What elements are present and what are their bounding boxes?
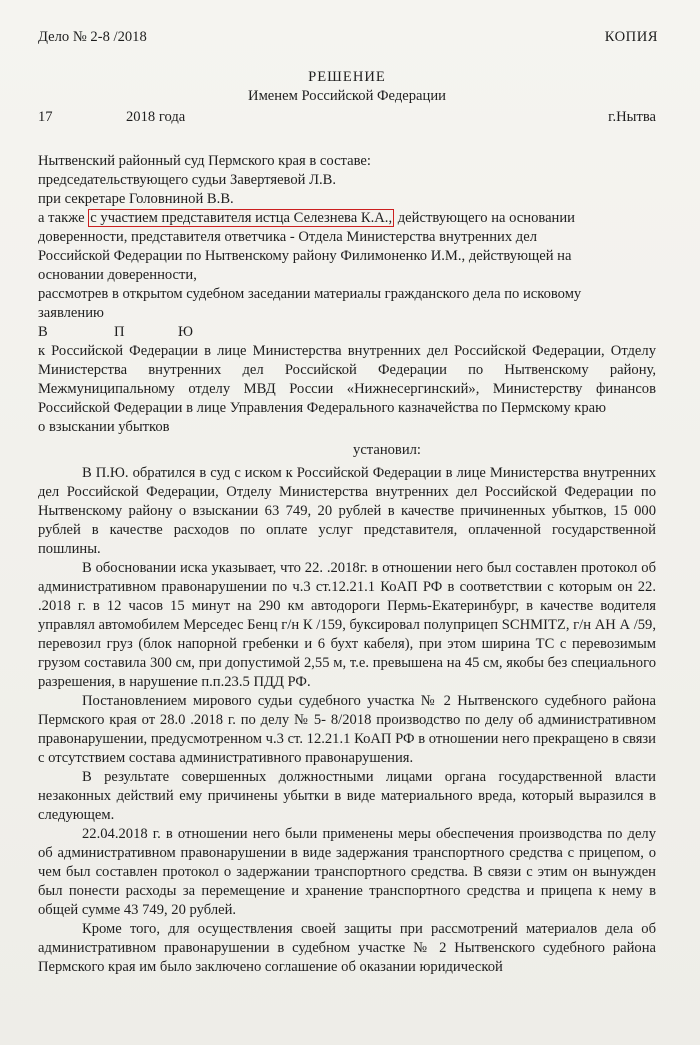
case-number: Дело № 2-8 /2018 [38, 29, 147, 45]
highlighted-representative: с участием представителя истца Селезнева К.А., [90, 210, 393, 226]
plaintiff-initials [38, 323, 656, 342]
initial-p: П [114, 324, 125, 340]
court-line-7: основании доверенности, [38, 267, 197, 283]
court-composition [38, 152, 656, 323]
city: г.Нытва [608, 109, 656, 125]
paragraph-6: Кроме того, для осуществления своей защиты при рассмотрений материалов дела об административном правонарушении в судебном участке № 2 Нытвенского судебного района Пермского края им было заключено соглашение об оказании юридической [38, 921, 656, 975]
established-heading: установил: [353, 442, 421, 458]
court-line-8: рассмотрев в открытом судебном заседании материалы гражданского дела по исковому [38, 286, 582, 302]
paragraph-4: В результате совершенных должностными лицами органа государственной власти незаконных действий ему причинены убытки в виде материального вреда, который выразился в следующем. [38, 769, 656, 823]
claim-defendants: к Российской Федерации в лице Министерства внутренних дел Российской Федерации, Отделу Министерства внутренних дел Российской Федерации по Нытвенскому району, Межмуниципальному отделу МВД России «Нижнесергинский», Министерству финансов Российской Федерации в лице Управления Федерального казначейства по Пермскому краю [38, 343, 656, 416]
claim-subject: о взыскании убытков [38, 419, 170, 435]
date-line [38, 108, 656, 130]
paragraph-5: 22.04.2018 г. в отношении него были применены меры обеспечения производства по делу об административном правонарушении в виде задержания транспортного средства с прицепом, о чем был составлен протокол о задержании транспортного средства. В связи с этим он вынужден был понести расходы за перемещение и хранение транспортного средства и прицепа к нему в общей сумме 43 749, 20 рублей. [38, 826, 656, 918]
document-subtitle: Именем Российской Федерации [248, 88, 446, 104]
court-line-1: Нытвенский районный суд Пермского края в составе: [38, 153, 371, 169]
copy-mark: КОПИЯ [604, 29, 658, 45]
document-title: РЕШЕНИЕ [308, 69, 386, 85]
court-line-4-pre: а также [38, 210, 89, 226]
date-year: 2018 года [126, 109, 186, 125]
court-line-5: доверенности, представителя ответчика - Отдела Министерства внутренних дел [38, 229, 537, 245]
court-line-4 [38, 209, 656, 228]
court-line-9: заявлению [38, 305, 104, 321]
paragraph-1: В П.Ю. обратился в суд с иском к Российской Федерации в лице Министерства внутренних дел Российской Федерации, Отделу Министерства внутренних дел Российской Федерации по Нытвенскому району о взыскании 63 749, 20 рублей в качестве причиненных убытков, 15 000 рублей в качестве расходов по оплате услуг представителя, оплаченной государственной пошлины. [38, 465, 656, 557]
court-line-4-post: действующего на основании [394, 210, 575, 226]
date-day: 17 [38, 109, 53, 125]
paragraph-3: Постановлением мирового судьи судебного участка № 2 Нытвенского судебного района Пермского края от 28.0 .2018 г. по делу № 5- 8/2018 производство по делу об административном правонарушении, предусмотренном ч.3 ст. 12.21.1 КоАП РФ в отношении него прекращено в связи с отсутствием состава административного правонарушения. [38, 693, 656, 766]
court-line-2: председательствующего судьи Завертяевой Л.В. [38, 172, 337, 188]
initial-v: В [38, 324, 48, 340]
initial-yu: Ю [178, 324, 193, 340]
court-line-6: Российской Федерации по Нытвенскому району Филимоненко И.М., действующей на [38, 248, 572, 264]
document-header [38, 28, 656, 68]
paragraph-2: В обосновании иска указывает, что 22. .2018г. в отношении него был составлен протокол об административном правонарушении по ч.3 ст.12.21.1 КоАП РФ в соответствии с которым он 22. .2018 г. в 12 часов 15 минут на 290 км автодороги Пермь-Екатеринбург, в качестве водителя управлял автомобилем Мерседес Бенц г/н К /159, буксировал полуприцеп SCHMITZ, г/н АН А /59, перевозил груз (блок напорной гребенки и 6 бухт кабеля), при этом ширина ТС с перевозимым грузом составила 300 см, при допустимой 2,55 м, т.е. превышена на 45 см, якобы без специального разрешения, в нарушение п.п.23.5 ПДД РФ. [38, 560, 656, 690]
court-line-3: при секретаре Головниной В.В. [38, 191, 234, 207]
